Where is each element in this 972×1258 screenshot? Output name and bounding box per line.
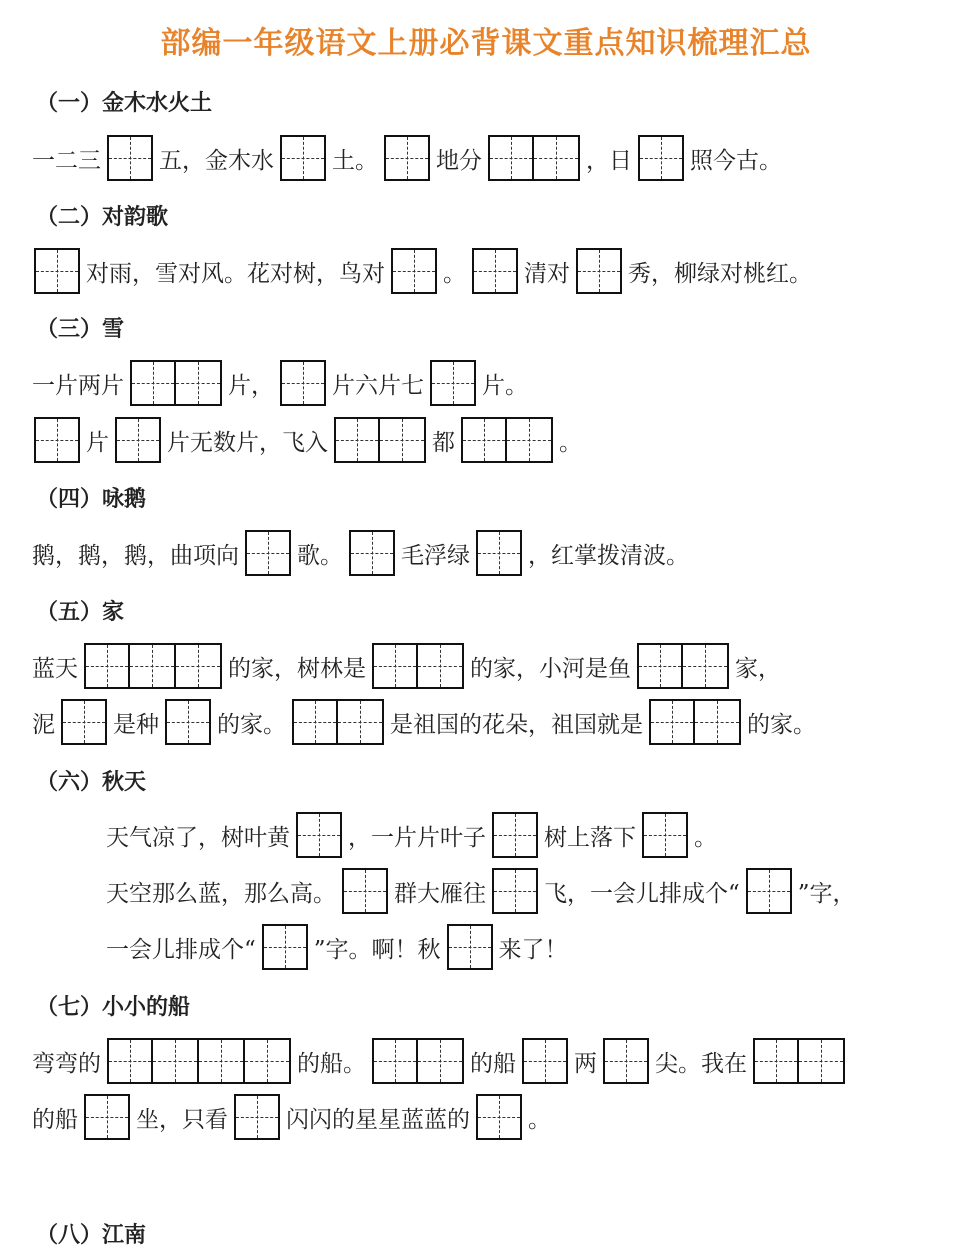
tianzige-box[interactable] [576,248,622,294]
tianzige-box[interactable] [695,699,741,745]
section-heading: （三）雪 [36,317,125,342]
tianzige-blank-group[interactable] [280,360,326,406]
tianzige-blank-group[interactable] [292,699,384,745]
tianzige-box[interactable] [418,1038,464,1084]
line-text: 片 [86,429,109,456]
line-text: 片， [228,372,274,399]
line-text: 飞，一会儿排成个“ [544,880,740,907]
line-text: 。 [443,260,466,287]
line-text: 的家。 [217,711,286,738]
line-text: 的家，小河是鱼 [470,655,631,682]
line-text: 地分 [436,147,482,174]
tianzige-blank-group[interactable] [472,248,518,294]
tianzige-blank-group[interactable] [637,643,729,689]
tianzige-box[interactable] [130,360,176,406]
tianzige-blank-group[interactable] [296,812,342,858]
tianzige-blank-group[interactable] [34,417,80,463]
tianzige-box[interactable] [746,868,792,914]
text-line [104,922,570,972]
tianzige-blank-group[interactable] [107,1038,291,1084]
tianzige-box[interactable] [115,417,161,463]
line-text: 。 [559,429,582,456]
text-line [104,866,858,916]
tianzige-box[interactable] [642,812,688,858]
line-text: 鹅，鹅，鹅，曲项向 [32,542,239,569]
tianzige-box[interactable] [176,643,222,689]
tianzige-box[interactable] [245,530,291,576]
tianzige-box[interactable] [165,699,211,745]
tianzige-blank-group[interactable] [522,1038,568,1084]
line-text: 树上落下 [544,824,636,851]
text-line [104,810,719,860]
text-line [30,1092,553,1142]
tianzige-box[interactable] [334,417,380,463]
tianzige-blank-group[interactable] [234,1094,280,1140]
tianzige-box[interactable] [342,868,388,914]
tianzige-box[interactable] [534,135,580,181]
text-line [30,641,783,691]
tianzige-blank-group[interactable] [84,643,222,689]
tianzige-blank-group[interactable] [165,699,211,745]
tianzige-box[interactable] [476,530,522,576]
tianzige-blank-group[interactable] [576,248,622,294]
line-text: ”字， [797,880,856,907]
tianzige-box[interactable] [199,1038,245,1084]
line-text: 蓝天 [32,655,78,682]
tianzige-blank-group[interactable] [372,643,464,689]
tianzige-box[interactable] [799,1038,845,1084]
line-text: 土。 [332,147,378,174]
page-title: 部编一年级语文上册必背课文重点知识梳理汇总 [160,26,812,61]
line-text: 坐，只看 [136,1106,228,1133]
tianzige-box[interactable] [296,812,342,858]
line-text: 来了！ [498,936,568,963]
line-text: 是祖国的花朵，祖国就是 [390,711,643,738]
line-text: ”字。啊！秋 [313,936,441,963]
line-text: 闪闪的星星蓝蓝的 [286,1106,470,1133]
tianzige-blank-group[interactable] [115,417,161,463]
line-text: 天空那么蓝，那么高。 [106,880,336,907]
tianzige-blank-group[interactable] [384,135,430,181]
tianzige-box[interactable] [430,360,476,406]
tianzige-box[interactable] [280,135,326,181]
section-heading: （七）小小的船 [36,995,191,1020]
tianzige-blank-group[interactable] [107,135,153,181]
tianzige-box[interactable] [603,1038,649,1084]
line-text: 泥 [32,711,55,738]
tianzige-box[interactable] [683,643,729,689]
line-text: 一会儿排成个“ [106,936,256,963]
tianzige-box[interactable] [84,643,130,689]
tianzige-blank-group[interactable] [492,868,538,914]
line-text: 的家，树林是 [228,655,366,682]
tianzige-blank-group[interactable] [746,868,792,914]
tianzige-box[interactable] [391,248,437,294]
tianzige-blank-group[interactable] [649,699,741,745]
tianzige-box[interactable] [262,924,308,970]
tianzige-box[interactable] [130,643,176,689]
section-heading: （八）江南 [36,1223,147,1248]
tianzige-box[interactable] [476,1094,522,1140]
line-text: 秀，柳绿对桃红。 [628,260,812,287]
tianzige-box[interactable] [384,135,430,181]
tianzige-box[interactable] [153,1038,199,1084]
line-text: ，红掌拨清波。 [528,542,689,569]
line-text: 毛浮绿 [401,542,470,569]
text-line [30,358,530,408]
section-heading: （六）秋天 [36,770,147,795]
tianzige-box[interactable] [492,868,538,914]
text-line [30,697,818,747]
line-text: 天气凉了，树叶黄 [106,824,290,851]
tianzige-blank-group[interactable] [84,1094,130,1140]
line-text: 弯弯的 [32,1050,101,1077]
tianzige-box[interactable] [245,1038,291,1084]
tianzige-blank-group[interactable] [447,924,493,970]
line-text: ，一片片叶子 [348,824,486,851]
line-text: 片六片七 [332,372,424,399]
tianzige-box[interactable] [488,135,534,181]
tianzige-blank-group[interactable] [753,1038,845,1084]
section-heading: （一）金木水火土 [36,91,213,116]
line-text: 两 [574,1050,597,1077]
tianzige-box[interactable] [338,699,384,745]
tianzige-box[interactable] [280,360,326,406]
tianzige-blank-group[interactable] [334,417,426,463]
tianzige-box[interactable] [34,417,80,463]
tianzige-box[interactable] [176,360,222,406]
tianzige-blank-group[interactable] [391,248,437,294]
tianzige-blank-group[interactable] [372,1038,464,1084]
tianzige-blank-group[interactable] [61,699,107,745]
line-text: 家， [735,655,781,682]
tianzige-box[interactable] [349,530,395,576]
tianzige-blank-group[interactable] [476,530,522,576]
tianzige-box[interactable] [380,417,426,463]
tianzige-blank-group[interactable] [461,417,553,463]
line-text: 一二三 [32,147,101,174]
tianzige-blank-group[interactable] [603,1038,649,1084]
tianzige-blank-group[interactable] [430,360,476,406]
tianzige-box[interactable] [61,699,107,745]
tianzige-blank-group[interactable] [638,135,684,181]
tianzige-blank-group[interactable] [642,812,688,858]
tianzige-blank-group[interactable] [262,924,308,970]
line-text: 群大雁往 [394,880,486,907]
line-text: 片。 [482,372,528,399]
line-text: 的船 [470,1050,516,1077]
text-line [30,133,784,183]
line-text: 的家。 [747,711,816,738]
line-text: 的船 [32,1106,78,1133]
tianzige-box[interactable] [292,699,338,745]
tianzige-box[interactable] [447,924,493,970]
line-text: 照今古。 [690,147,782,174]
line-text: 的船。 [297,1050,366,1077]
line-text: 五，金木水 [159,147,274,174]
line-text: ，日 [586,147,632,174]
tianzige-box[interactable] [649,699,695,745]
line-text: 。 [694,824,717,851]
section-heading: （四）咏鹅 [36,487,147,512]
tianzige-box[interactable] [637,643,683,689]
tianzige-box[interactable] [418,643,464,689]
line-text: 片无数片，飞入 [167,429,328,456]
tianzige-blank-group[interactable] [476,1094,522,1140]
text-line [30,415,584,465]
tianzige-blank-group[interactable] [492,812,538,858]
text-line [30,528,691,578]
line-text: 一片两片 [32,372,124,399]
tianzige-box[interactable] [372,643,418,689]
tianzige-blank-group[interactable] [280,135,326,181]
tianzige-box[interactable] [34,248,80,294]
line-text: 歌。 [297,542,343,569]
tianzige-box[interactable] [492,812,538,858]
line-text: 。 [528,1106,551,1133]
tianzige-blank-group[interactable] [130,360,222,406]
tianzige-box[interactable] [522,1038,568,1084]
tianzige-box[interactable] [372,1038,418,1084]
tianzige-blank-group[interactable] [488,135,580,181]
tianzige-box[interactable] [234,1094,280,1140]
tianzige-box[interactable] [472,248,518,294]
line-text: 对雨，雪对风。花对树，鸟对 [86,260,385,287]
section-heading: （五）家 [36,600,125,625]
tianzige-box[interactable] [507,417,553,463]
tianzige-blank-group[interactable] [34,248,80,294]
line-text: 都 [432,429,455,456]
tianzige-box[interactable] [107,135,153,181]
tianzige-box[interactable] [753,1038,799,1084]
tianzige-box[interactable] [84,1094,130,1140]
line-text: 清对 [524,260,570,287]
tianzige-box[interactable] [638,135,684,181]
text-line [30,246,814,296]
section-heading: （二）对韵歌 [36,205,169,230]
tianzige-blank-group[interactable] [349,530,395,576]
text-line [30,1036,849,1086]
tianzige-blank-group[interactable] [342,868,388,914]
line-text: 是种 [113,711,159,738]
tianzige-box[interactable] [107,1038,153,1084]
tianzige-blank-group[interactable] [245,530,291,576]
tianzige-box[interactable] [461,417,507,463]
line-text: 尖。我在 [655,1050,747,1077]
